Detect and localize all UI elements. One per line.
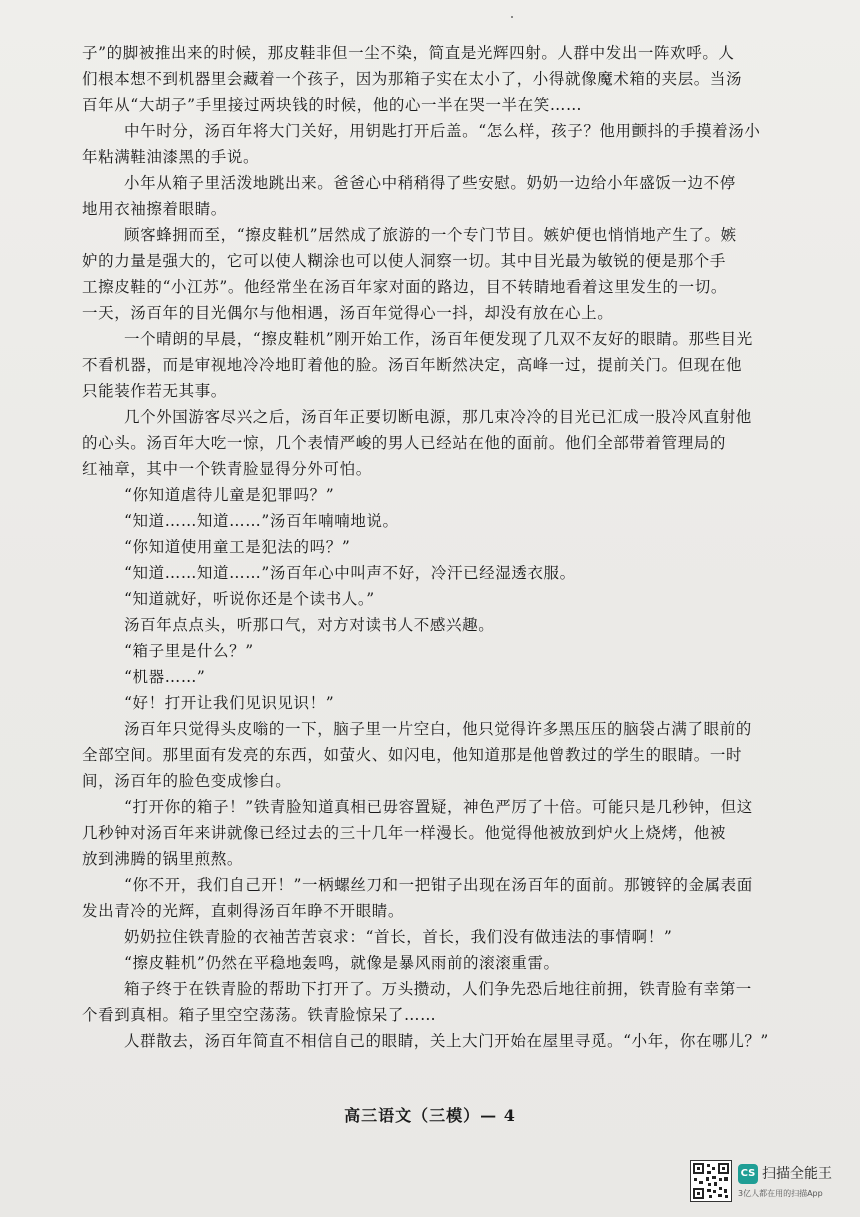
text-line: 小年从箱子里活泼地跳出来。爸爸心中稍稍得了些安慰。奶奶一边给小年盛饭一边不停 (124, 174, 736, 192)
camscanner-logo-icon: CS (738, 1164, 758, 1184)
scanner-watermark (690, 1160, 840, 1206)
text-line: 全部空间。那里面有发亮的东西，如萤火、如闪电，他知道那是他曾教过的学生的眼睛。一时 (82, 746, 743, 764)
page-footer: 高三语文（三模）— 4 (344, 1106, 516, 1125)
text-line: 汤百年点点头，听那口气，对方对读书人不感兴趣。 (124, 616, 495, 634)
text-line: “你知道使用童工是犯法的吗？” (124, 538, 351, 556)
text-line: “好！打开让我们见识见识！” (124, 694, 335, 712)
text-line: “机器……” (124, 668, 206, 686)
text-line: 只能装作若无其事。 (82, 382, 227, 400)
text-line: “知道……知道……”汤百年心中叫声不好，冷汗已经湿透衣服。 (124, 564, 576, 582)
text-line: 人群散去，汤百年简直不相信自己的眼睛，关上大门开始在屋里寻觅。“小年，你在哪儿？” (124, 1032, 769, 1050)
text-line: 间，汤百年的脸色变成惨白。 (82, 772, 292, 790)
text-line: 妒的力量是强大的，它可以使人糊涂也可以使人洞察一切。其中目光最为敏锐的便是那个手 (82, 252, 727, 270)
text-line: “你不开，我们自己开！”一柄螺丝刀和一把钳子出现在汤百年的面前。那镀锌的金属表面 (124, 876, 753, 894)
text-line: 个看到真相。箱子里空空荡荡。铁青脸惊呆了…… (82, 1006, 437, 1024)
text-line: 红袖章，其中一个铁青脸显得分外可怕。 (82, 460, 372, 478)
text-line: 放到沸腾的锅里煎熬。 (82, 850, 244, 868)
text-line: “知道就好，听说你还是个读书人。” (124, 590, 375, 608)
text-line: 汤百年只觉得头皮嗡的一下，脑子里一片空白，他只觉得许多黑压压的脑袋占满了眼前的 (124, 720, 752, 738)
text-line: 箱子终于在铁青脸的帮助下打开了。万头攒动，人们争先恐后地往前拥，铁青脸有幸第一 (124, 980, 752, 998)
text-line: 几秒钟对汤百年来讲就像已经过去的三十几年一样漫长。他觉得他被放到炉火上烧烤，他被 (82, 824, 727, 842)
text-line: 年粘满鞋油漆黑的手说。 (82, 148, 260, 166)
text-line: 一天，汤百年的目光偶尔与他相遇，汤百年觉得心一抖，却没有放在心上。 (82, 304, 614, 322)
text-line: 百年从“大胡子”手里接过两块钱的时候，他的心一半在哭一半在笑…… (82, 96, 583, 114)
text-line: 地用衣袖擦着眼睛。 (82, 200, 227, 218)
text-line: “知道……知道……”汤百年喃喃地说。 (124, 512, 399, 530)
text-line: “擦皮鞋机”仍然在平稳地轰鸣，就像是暴风雨前的滚滚重雷。 (124, 954, 560, 972)
watermark-title: 扫描全能王 (762, 1166, 832, 1182)
text-line: 中午时分，汤百年将大门关好，用钥匙打开后盖。“怎么样，孩子？他用颤抖的手摸着汤小 (124, 122, 761, 140)
text-line: 发出青冷的光辉，直刺得汤百年睁不开眼睛。 (82, 902, 405, 920)
qr-code-icon (690, 1160, 732, 1202)
text-line: 不看机器，而是审视地冷冷地盯着他的脸。汤百年断然决定，高峰一过，提前关门。但现在他 (82, 356, 743, 374)
text-line: “箱子里是什么？” (124, 642, 254, 660)
text-line: “打开你的箱子！”铁青脸知道真相已毋容置疑，神色严厉了十倍。可能只是几秒钟，但这 (124, 798, 753, 816)
text-line: 工擦皮鞋的“小江苏”。他经常坐在汤百年家对面的路边，目不转睛地看着这里发生的一切。 (82, 278, 727, 296)
text-line: 几个外国游客尽兴之后，汤百年正要切断电源，那几束冷冷的目光已汇成一股冷风直射他 (124, 408, 752, 426)
text-line: “你知道虐待儿童是犯罪吗？” (124, 486, 335, 504)
article-body (82, 40, 808, 1054)
text-line: 顾客蜂拥而至，“擦皮鞋机”居然成了旅游的一个专门节目。嫉妒便也悄悄地产生了。嫉 (124, 226, 737, 244)
text-line: 的心头。汤百年大吃一惊，几个表情严峻的男人已经站在他的面前。他们全部带着管理局的 (82, 434, 727, 452)
text-line: 子”的脚被推出来的时候，那皮鞋非但一尘不染，简直是光辉四射。人群中发出一阵欢呼。人 (82, 44, 735, 62)
text-line: 奶奶拉住铁青脸的衣袖苦苦哀求：“首长，首长，我们没有做违法的事情啊！” (124, 928, 673, 946)
text-line: 们根本想不到机器里会藏着一个孩子，因为那箱子实在太小了，小得就像魔术箱的夹层。当汤 (82, 70, 743, 88)
scan-speck (511, 16, 513, 18)
text-line: 一个晴朗的早晨，“擦皮鞋机”刚开始工作，汤百年便发现了几双不友好的眼睛。那些目光 (124, 330, 753, 348)
watermark-subtitle: 3亿人都在用的扫描App (738, 1189, 823, 1198)
